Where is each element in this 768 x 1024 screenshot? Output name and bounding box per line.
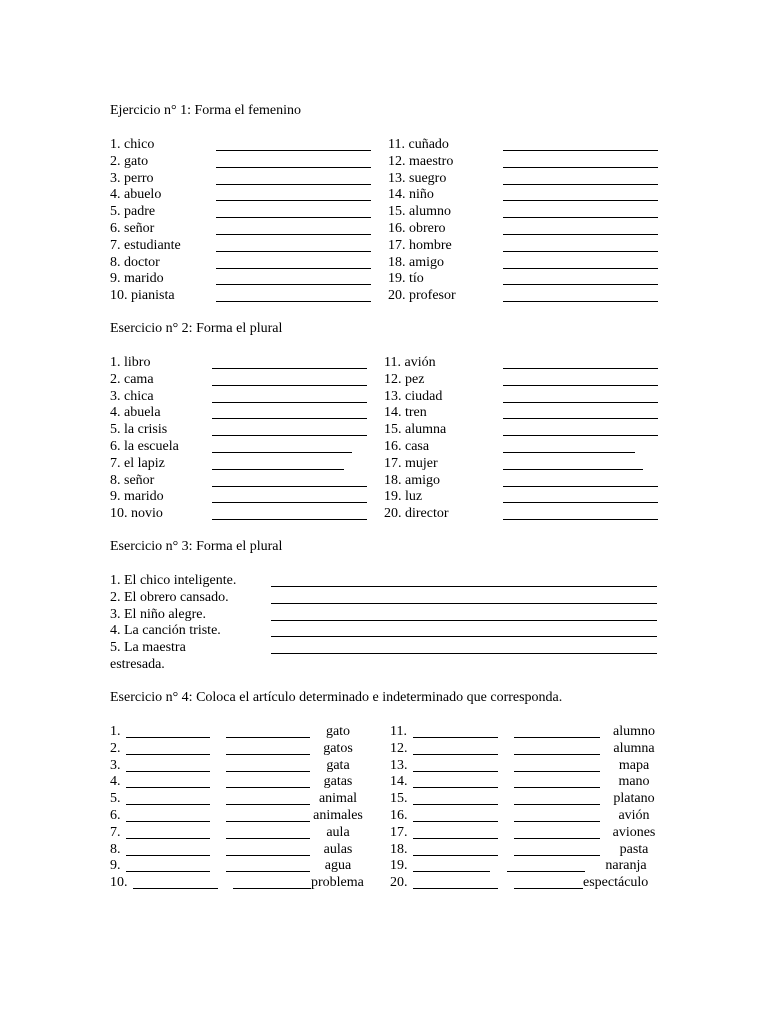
exercise-4-word: agua [324,858,352,874]
exercise-4-article-line[interactable] [126,855,210,856]
exercise-1-answer-line[interactable] [216,284,371,285]
exercise-4-article-line[interactable] [413,888,498,889]
exercise-1-answer-line[interactable] [216,251,371,252]
exercise-4-number: 19. [390,858,408,874]
exercise-1-answer-line[interactable] [216,268,371,269]
exercise-2-item: 3. chica [110,388,154,404]
exercise-4-article-line[interactable] [413,855,498,856]
exercise-4-number: 12. [390,740,408,756]
exercise-4-article-line[interactable] [413,787,498,788]
exercise-2-item: 5. la crisis [110,422,168,438]
exercise-1-answer-line[interactable] [503,217,658,218]
exercise-2-answer-line[interactable] [503,452,635,453]
exercise-2-item: 1. libro [110,355,151,370]
exercise-3-item-continuation: estresada. [110,657,165,672]
exercise-2-answer-line[interactable] [503,502,658,503]
exercise-2-title: Esercicio n° 2: Forma el plural [110,321,283,336]
exercise-4-word: gata [326,757,350,773]
exercise-4-word: gato [325,724,351,739]
exercise-2-answer-line[interactable] [503,519,658,520]
exercise-1-answer-line[interactable] [503,301,658,302]
exercise-1-title: Ejercicio n° 1: Forma el femenino [110,103,302,118]
exercise-4-word: aula [326,824,350,840]
exercise-4-number: 8. [110,841,121,857]
exercise-1-item: 12. maestro [388,153,454,169]
exercise-1-answer-line[interactable] [216,217,371,218]
exercise-1-item: 20. profesor [388,288,456,304]
exercise-4-article-line[interactable] [126,754,210,755]
exercise-4-article-line[interactable] [226,855,310,856]
exercise-4-number: 9. [110,858,121,874]
exercise-4-article-line[interactable] [514,787,600,788]
exercise-4-article-line[interactable] [413,754,498,755]
exercise-1-item: 11. cuñado [388,137,449,152]
exercise-4-article-line[interactable] [126,871,210,872]
exercise-4-word: gatos [323,740,353,756]
exercise-2-item: 18. amigo [384,472,440,488]
exercise-4-word: problema [311,875,364,891]
exercise-1-item: 14. niño [388,187,434,203]
exercise-1-item: 19. tío [388,271,424,287]
exercise-3-item: 2. El obrero cansado. [110,589,229,605]
exercise-4-article-line[interactable] [126,821,210,822]
exercise-4-number: 20. [390,875,408,891]
exercise-2-item: 9. marido [110,489,164,505]
exercise-3-item: 1. El chico inteligente. [110,573,237,588]
exercise-1-item: 1. chico [110,137,155,152]
exercise-1-answer-line[interactable] [503,184,658,185]
exercise-4-article-line[interactable] [126,787,210,788]
exercise-3-item: 5. La maestra [110,640,186,656]
exercise-2-item: 20. director [384,506,449,522]
exercise-4-article-line[interactable] [233,888,311,889]
exercise-4-article-line[interactable] [514,888,583,889]
exercise-4-article-line[interactable] [514,754,600,755]
exercise-2-answer-line[interactable] [212,452,352,453]
exercise-1-answer-line[interactable] [216,150,371,151]
exercise-4-article-line[interactable] [413,771,498,772]
exercise-1-item: 10. pianista [110,288,175,304]
exercise-1-item: 2. gato [110,153,149,169]
exercise-4-number: 11. [390,724,407,739]
exercise-2-answer-line[interactable] [212,385,367,386]
exercise-2-answer-line[interactable] [503,435,658,436]
exercise-2-answer-line[interactable] [212,402,367,403]
exercise-1-answer-line[interactable] [216,167,371,168]
exercise-2-item: 13. ciudad [384,388,443,404]
exercise-3-answer-line[interactable] [271,620,657,621]
exercise-2-answer-line[interactable] [212,519,367,520]
exercise-2-item: 4. abuela [110,405,161,421]
exercise-1-item: 4. abuelo [110,187,162,203]
exercise-4-article-line[interactable] [133,888,218,889]
exercise-1-answer-line[interactable] [216,200,371,201]
exercise-4-word: avión [618,808,650,823]
exercise-4-number: 4. [110,774,121,790]
exercise-4-word: alumna [613,740,655,756]
exercise-1-answer-line[interactable] [503,251,658,252]
exercise-4-word: gatas [323,774,353,790]
exercise-2-item: 16. casa [384,439,430,454]
exercise-4-article-line[interactable] [226,821,310,822]
exercise-4-article-line[interactable] [126,804,210,805]
exercise-4-article-line[interactable] [226,771,310,772]
exercise-4-word: animal [318,791,358,807]
exercise-4-word: alumno [613,724,655,739]
exercise-2-answer-line[interactable] [212,486,367,487]
exercise-1-item: 13. suegro [388,170,447,186]
exercise-4-article-line[interactable] [126,771,210,772]
exercise-3-answer-line[interactable] [271,603,657,604]
exercise-1-answer-line[interactable] [503,284,658,285]
exercise-4-word: aviones [612,824,656,840]
exercise-4-title: Esercicio n° 4: Coloca el artículo determinado e indeterminado que corresponda. [110,690,563,705]
exercise-1-item: 6. señor [110,221,155,236]
exercise-1-answer-line[interactable] [503,234,658,235]
exercise-4-article-line[interactable] [514,737,600,738]
exercise-4-word: mano [618,774,650,790]
exercise-2-item: 10. novio [110,506,163,522]
exercise-4-article-line[interactable] [226,804,310,805]
exercise-3-title: Esercicio n° 3: Forma el plural [110,539,283,554]
exercise-4-article-line[interactable] [413,838,498,839]
exercise-4-number: 16. [390,808,408,823]
exercise-2-answer-line[interactable] [503,486,658,487]
exercise-1-item: 7. estudiante [110,237,181,253]
exercise-4-article-line[interactable] [507,871,585,872]
exercise-2-answer-line[interactable] [212,418,367,419]
exercise-4-number: 3. [110,757,121,773]
exercise-4-number: 17. [390,824,408,840]
exercise-1-item: 8. doctor [110,254,160,270]
exercise-4-article-line[interactable] [514,804,600,805]
exercise-1-answer-line[interactable] [503,200,658,201]
exercise-4-number: 13. [390,757,408,773]
exercise-4-word: aulas [323,841,353,857]
exercise-1-item: 9. marido [110,271,164,287]
exercise-4-article-line[interactable] [413,804,498,805]
exercise-2-answer-line[interactable] [503,385,658,386]
exercise-2-item: 17. mujer [384,455,438,471]
exercise-4-number: 5. [110,791,121,807]
exercise-2-item: 11. avión [384,355,436,370]
exercise-4-number: 18. [390,841,408,857]
exercise-4-article-line[interactable] [126,838,210,839]
exercise-2-item: 8. señor [110,472,155,488]
exercise-1-answer-line[interactable] [503,167,658,168]
exercise-1-answer-line[interactable] [503,268,658,269]
exercise-1-item: 5. padre [110,204,156,220]
exercise-3-item: 3. El niño alegre. [110,606,207,622]
exercise-4-word: animales [313,808,363,823]
exercise-4-word: espectáculo [583,875,649,891]
exercise-4-article-line[interactable] [226,787,310,788]
exercise-4-number: 6. [110,808,121,823]
exercise-2-item: 2. cama [110,371,154,387]
exercise-1-item: 16. obrero [388,221,446,236]
exercise-1-answer-line[interactable] [216,301,371,302]
exercise-2-answer-line[interactable] [503,418,658,419]
exercise-4-article-line[interactable] [226,838,310,839]
exercise-4-number: 2. [110,740,121,756]
exercise-3-item: 4. La canción triste. [110,623,221,639]
exercise-2-answer-line[interactable] [212,469,344,470]
exercise-1-answer-line[interactable] [216,184,371,185]
exercise-4-article-line[interactable] [126,737,210,738]
exercise-1-answer-line[interactable] [216,234,371,235]
exercise-1-item: 3. perro [110,170,154,186]
exercise-4-number: 14. [390,774,408,790]
exercise-4-number: 15. [390,791,408,807]
exercise-2-answer-line[interactable] [503,402,658,403]
exercise-2-answer-line[interactable] [212,502,367,503]
exercise-2-item: 6. la escuela [110,439,179,454]
exercise-4-word: pasta [619,841,649,857]
exercise-4-article-line[interactable] [413,871,490,872]
exercise-3-answer-line[interactable] [271,636,657,637]
exercise-4-article-line[interactable] [514,821,600,822]
exercise-3-answer-line[interactable] [271,653,657,654]
exercise-4-article-line[interactable] [413,737,498,738]
exercise-2-answer-line[interactable] [503,469,643,470]
exercise-2-item: 12. pez [384,371,425,387]
exercise-4-number: 7. [110,824,121,840]
exercise-1-item: 17. hombre [388,237,452,253]
exercise-4-article-line[interactable] [514,855,600,856]
exercise-4-article-line[interactable] [514,838,600,839]
exercise-2-answer-line[interactable] [503,368,658,369]
exercise-2-item: 14. tren [384,405,427,421]
exercise-4-article-line[interactable] [226,754,310,755]
exercise-4-word: naranja [605,858,647,874]
exercise-4-number: 10. [110,875,128,891]
exercise-4-word: mapa [618,757,650,773]
exercise-1-item: 18. amigo [388,254,444,270]
exercise-2-answer-line[interactable] [212,368,367,369]
exercise-2-item: 19. luz [384,489,423,505]
exercise-4-article-line[interactable] [226,737,310,738]
exercise-4-article-line[interactable] [413,821,498,822]
exercise-4-word: platano [613,791,655,807]
exercise-2-item: 15. alumna [384,422,447,438]
exercise-4-article-line[interactable] [514,771,600,772]
exercise-3-answer-line[interactable] [271,586,657,587]
exercise-2-item: 7. el lapiz [110,455,165,471]
exercise-2-answer-line[interactable] [212,435,367,436]
exercise-4-number: 1. [110,724,121,739]
exercise-1-item: 15. alumno [388,204,451,220]
exercise-1-answer-line[interactable] [503,150,658,151]
exercise-4-article-line[interactable] [226,871,310,872]
